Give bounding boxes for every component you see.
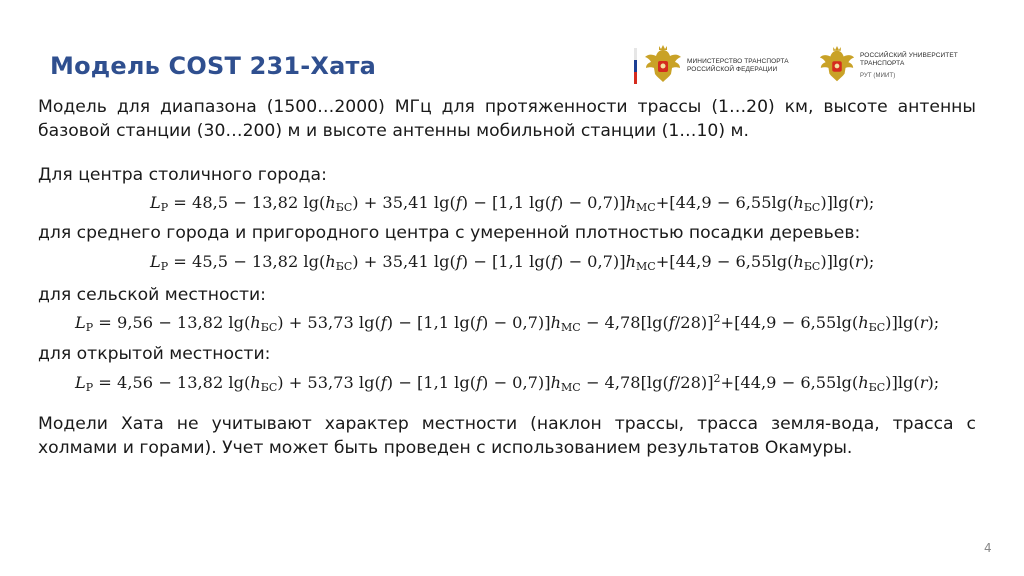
formula-symbol: f [551, 193, 558, 212]
formula-fn: lg [303, 252, 319, 271]
formula-subscript: P [85, 321, 94, 334]
page-number: 4 [984, 541, 992, 555]
formula-symbol: h [550, 373, 561, 392]
formula-fn: lg [836, 373, 852, 392]
formula-term: [1,1 lg( [416, 313, 477, 332]
formula-subscript: БС [868, 321, 886, 334]
formula-const: 6,55 [800, 373, 837, 392]
formula-fn: lg [228, 313, 244, 332]
formula-symbol: f [476, 373, 483, 392]
university-name-line: ТРАНСПОРТА [860, 60, 905, 67]
formula-fn: lg [433, 193, 450, 212]
formula-const: 4,78 [604, 313, 641, 332]
formula-fn: lg [836, 313, 852, 332]
formula-const: 44,9 [740, 313, 777, 332]
formula-symbol: f [455, 193, 462, 212]
formula-symbol: h [858, 373, 869, 392]
formula-const: 13,82 [176, 313, 224, 332]
formula-term: [1,1 lg( [491, 193, 552, 212]
outro-paragraph: Модели Хата не учитывают характер местности (наклон трассы, трасса земля-вода, трасса с холмами и горами). Учет может быть проведен с использованием результатов Окамуры. [38, 414, 976, 458]
formula-subscript: P [160, 201, 169, 214]
formula-term: ) − 0,7)] [557, 193, 626, 212]
formula-fn: lg [897, 373, 914, 392]
formula-const: 28 [680, 313, 701, 332]
formula-fn: lg [303, 193, 319, 212]
ministry-name [687, 58, 789, 74]
formula-superscript: 2 [713, 372, 721, 385]
formula-fn: lg [897, 313, 914, 332]
formula-symbol: h [325, 193, 336, 212]
formula-const: 13,82 [251, 252, 299, 271]
slide-title: Модель COST 231-Хата [50, 52, 377, 80]
university-name-line: РОССИЙСКИЙ УНИВЕРСИТЕТ [860, 52, 958, 59]
formula-subscript: МС [636, 201, 656, 214]
university-logo [818, 44, 958, 88]
formula-subscript: БС [803, 201, 821, 214]
header-logos [630, 44, 970, 94]
intro-paragraph: Модель для диапазона (1500…2000) МГц для протяженности трассы (1…20) км, высоте антенны базовой станции (30…200) м и высоте антенны мобильной станции (1…10) м. [38, 97, 976, 141]
formula: $L_P = 9,56 - 13,82$ $\lg(h_{БС}) + 53,73$ lg(f) − [1,1 $\lg(f) - 0,7)]h_{МС} - 4,78[\lg(f/28)]^2+[44,9 - 6,55\lg(h_{БС})]\lg(r)$; [75, 312, 940, 334]
formula-symbol: r [919, 313, 928, 332]
ministry-logo [634, 44, 789, 88]
formula-symbol: h [625, 193, 636, 212]
formula-symbol: h [250, 373, 261, 392]
section-label: для среднего города и пригородного центра с умеренной плотностью посадки деревьев: [38, 223, 861, 243]
formula-symbol: r [854, 193, 863, 212]
formula-subscript: P [160, 260, 169, 273]
russian-flag-icon [634, 48, 637, 84]
formula-const: 13,82 [251, 193, 299, 212]
formula-const: 53,73 [307, 373, 354, 392]
formula-subscript: МС [561, 381, 581, 394]
formula-subscript: БС [335, 201, 353, 214]
formula-symbol: L [75, 313, 86, 332]
formula-term: ) − 0,7)] [482, 313, 551, 332]
formula-const: 44,9 [675, 193, 712, 212]
formula-term: [1,1 lg( [491, 252, 552, 271]
formula-symbol: L [150, 252, 161, 271]
formula-subscript: БС [803, 260, 821, 273]
formula: $L_P = 45,5 - 13,82$ $\lg(h_{БС}) + 35,41$ lg(f) − [1,1 $\lg(f) - 0,7)]h_{МС}+[44,9 - 6,55\lg(h_{БС})]\lg(r)$; [150, 252, 875, 273]
formula-subscript: МС [561, 321, 581, 334]
formula-symbol: f [380, 373, 387, 392]
formula-fn: lg [358, 373, 375, 392]
formula-fn: lg [771, 193, 788, 212]
formula-fn: lg [771, 252, 788, 271]
formula-subscript: БС [260, 321, 278, 334]
section-label: Для центра столичного города: [38, 165, 327, 185]
section-label: для сельской местности: [38, 285, 266, 305]
formula-symbol: h [250, 313, 261, 332]
formula-symbol: f [668, 313, 675, 332]
formula-fn: lg [358, 313, 375, 332]
formula-term: ) − 0,7)] [482, 373, 551, 392]
formula-subscript: P [85, 381, 94, 394]
formula-const: 4,56 [117, 373, 154, 392]
formula-symbol: f [455, 252, 462, 271]
formula-const: 6,55 [735, 193, 772, 212]
formula-symbol: h [625, 252, 636, 271]
university-emblem-icon [818, 44, 856, 88]
double-headed-eagle-emblem-icon [643, 44, 683, 88]
formula-const: 35,41 [382, 252, 429, 271]
formula-fn: lg [832, 252, 849, 271]
formula-const: 35,41 [382, 193, 429, 212]
formula-fn: lg [646, 313, 663, 332]
formula-term: ) − 0,7)] [557, 252, 626, 271]
formula-term: [1,1 lg( [416, 373, 477, 392]
formula-const: 45,5 [192, 252, 229, 271]
formula-const: 44,9 [675, 252, 712, 271]
formula-symbol: h [858, 313, 869, 332]
formula-const: 28 [680, 373, 701, 392]
formula-superscript: 2 [713, 312, 721, 325]
ministry-name-line: РОССИЙСКОЙ ФЕДЕРАЦИИ [687, 66, 778, 73]
formula-symbol: h [793, 252, 804, 271]
formula: $L_P = 48,5 - 13,82$ $\lg(h_{БС}) + 35,41$ lg(f) − [1,1 $\lg(f) - 0,7)]h_{МС}+[44,9 - 6,55\lg(h_{БС})]\lg(r)$; [150, 193, 875, 214]
university-name [860, 52, 958, 80]
formula-symbol: f [668, 373, 675, 392]
formula-symbol: h [550, 313, 561, 332]
formula-subscript: БС [260, 381, 278, 394]
formula-subscript: БС [335, 260, 353, 273]
formula-const: 48,5 [192, 193, 229, 212]
ministry-name-line: МИНИСТЕРСТВО ТРАНСПОРТА [687, 58, 789, 65]
formula-const: 6,55 [735, 252, 772, 271]
formula-subscript: МС [636, 260, 656, 273]
formula-symbol: h [793, 193, 804, 212]
formula-const: 53,73 [307, 313, 354, 332]
formula-symbol: f [551, 252, 558, 271]
formula-symbol: f [380, 313, 387, 332]
formula-symbol: r [919, 373, 928, 392]
formula-fn: lg [832, 193, 849, 212]
formula-subscript: БС [868, 381, 886, 394]
formula-const: 6,55 [800, 313, 837, 332]
formula-symbol: f [476, 313, 483, 332]
formula-const: 9,56 [117, 313, 154, 332]
formula-symbol: L [75, 373, 86, 392]
formula-const: 13,82 [176, 373, 224, 392]
formula-const: 4,78 [604, 373, 641, 392]
formula-fn: lg [433, 252, 450, 271]
formula-fn: lg [646, 373, 663, 392]
formula-symbol: h [325, 252, 336, 271]
section-label: для открытой местности: [38, 344, 271, 364]
formula-symbol: L [150, 193, 161, 212]
formula: $L_P = 4,56 - 13,82$ $\lg(h_{БС}) + 53,73$ lg(f) − [1,1 $\lg(f) - 0,7)]h_{МС} - 4,78[\lg(f/28)]^2+[44,9 - 6,55\lg(h_{БС})]\lg(r)$; [75, 372, 940, 394]
formula-symbol: r [854, 252, 863, 271]
formula-fn: lg [228, 373, 244, 392]
formula-const: 44,9 [740, 373, 777, 392]
university-abbr: РУТ (МИИТ) [860, 73, 896, 79]
